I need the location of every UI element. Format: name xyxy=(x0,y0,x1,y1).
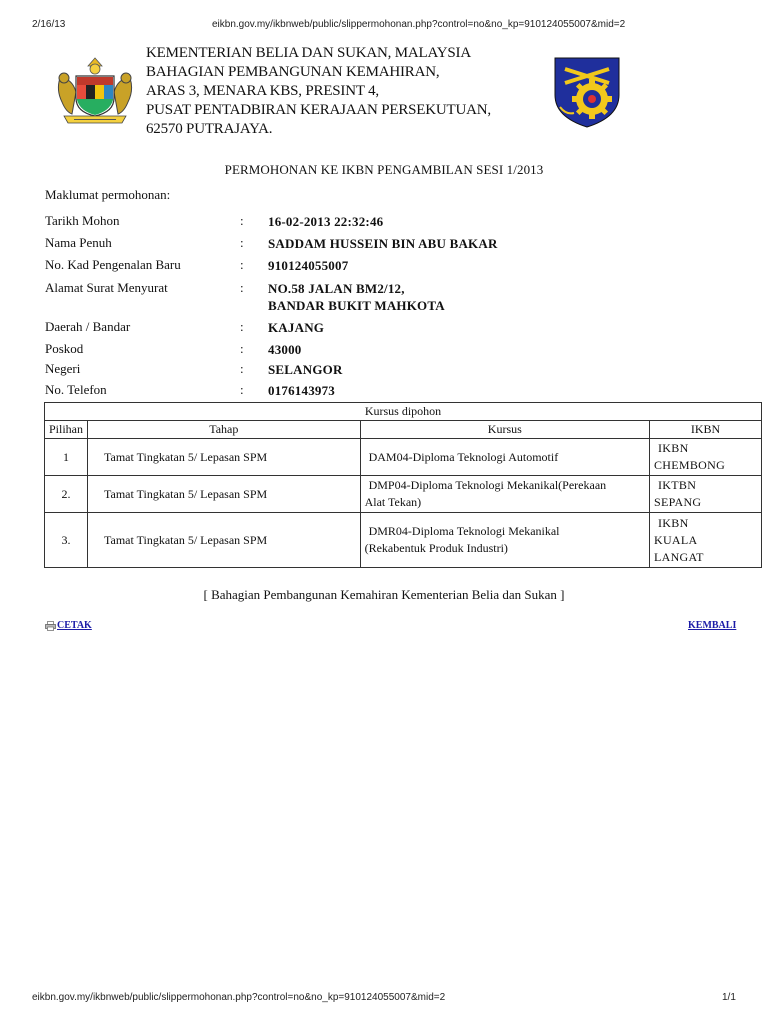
value-alamat-line2: BANDAR BUKIT MAHKOTA xyxy=(268,298,445,313)
field-colon: : xyxy=(240,319,244,334)
value-alamat xyxy=(268,280,445,314)
cell-kursus-line1: DMP04-Diploma Teknologi Mekanikal(Perekaan xyxy=(368,478,607,492)
label-kad-pengenalan: No. Kad Pengenalan Baru xyxy=(45,257,181,272)
page-title: PERMOHONAN KE IKBN PENGAMBILAN SESI 1/2013 xyxy=(224,162,544,177)
cell-kursus-line1: DMR04-Diploma Teknologi Mekanikal xyxy=(368,524,560,538)
cell-ikbn-line1: IKTBN xyxy=(658,478,697,492)
address-line: BAHAGIAN PEMBANGUNAN KEMAHIRAN, xyxy=(146,64,440,80)
field-colon: : xyxy=(240,280,244,295)
cell-kursus-line2: (Rekabentuk Produk Industri) xyxy=(364,541,508,555)
footer-note: [ Bahagian Pembangunan Kemahiran Kementerian Belia dan Sukan ] xyxy=(203,587,565,602)
field-colon: : xyxy=(240,257,244,272)
value-telefon: 0176143973 xyxy=(268,383,335,398)
cetak-link[interactable] xyxy=(45,620,92,631)
label-tarikh-mohon: Tarikh Mohon xyxy=(45,213,120,228)
cell-kursus xyxy=(360,439,649,476)
cell-ikbn xyxy=(650,513,762,568)
address-line: ARAS 3, MENARA KBS, PRESINT 4, xyxy=(146,83,379,99)
ministry-address xyxy=(146,44,491,139)
value-poskod: 43000 xyxy=(268,342,302,357)
table-row xyxy=(45,476,762,513)
cell-tahap: Tamat Tingkatan 5/ Lepasan SPM xyxy=(88,476,361,513)
table-row xyxy=(45,513,762,568)
address-line: 62570 PUTRAJAYA. xyxy=(146,121,273,137)
cell-ikbn-line1: IKBN xyxy=(658,515,689,530)
column-header-pilihan: Pilihan xyxy=(45,421,88,439)
malaysia-coat-of-arms-icon xyxy=(50,56,140,126)
column-header-tahap: Tahap xyxy=(88,421,361,439)
cell-kursus-line2: Alat Tekan) xyxy=(364,495,422,509)
cell-tahap: Tamat Tingkatan 5/ Lepasan SPM xyxy=(88,513,361,568)
address-line: KEMENTERIAN BELIA DAN SUKAN, MALAYSIA xyxy=(146,45,471,61)
print-footer-page: 1/1 xyxy=(722,992,736,1003)
value-tarikh-mohon: 16-02-2013 22:32:46 xyxy=(268,214,384,229)
kembali-link[interactable]: KEMBALI xyxy=(688,620,737,631)
cell-pilihan: 3. xyxy=(45,513,88,568)
field-colon: : xyxy=(240,382,244,397)
value-negeri: SELANGOR xyxy=(268,362,343,377)
cell-kursus xyxy=(360,513,649,568)
cell-ikbn-line2: KUALA xyxy=(654,532,698,547)
value-daerah: KAJANG xyxy=(268,320,325,335)
cell-ikbn xyxy=(650,476,762,513)
value-alamat-line1: NO.58 JALAN BM2/12, xyxy=(268,281,405,296)
cetak-label[interactable]: CETAK xyxy=(57,620,92,631)
value-kad-pengenalan: 910124055007 xyxy=(268,258,349,273)
label-negeri: Negeri xyxy=(45,361,81,376)
cell-ikbn-line1: IKBN xyxy=(658,441,689,455)
column-header-ikbn: IKBN xyxy=(650,421,762,439)
column-header-kursus: Kursus xyxy=(360,421,649,439)
field-colon: : xyxy=(240,213,244,228)
cell-ikbn xyxy=(650,439,762,476)
ikbn-shield-logo-icon xyxy=(552,55,622,129)
section-label: Maklumat permohonan: xyxy=(45,187,171,202)
value-nama-penuh: SADDAM HUSSEIN BIN ABU BAKAR xyxy=(268,236,498,251)
cell-ikbn-line2: CHEMBONG xyxy=(654,458,726,472)
cell-tahap: Tamat Tingkatan 5/ Lepasan SPM xyxy=(88,439,361,476)
courses-table xyxy=(44,402,762,568)
print-footer-url: eikbn.gov.my/ikbnweb/public/slippermohonan.php?control=no&no_kp=910124055007&mid=2 xyxy=(32,992,446,1003)
print-header-url: eikbn.gov.my/ikbnweb/public/slippermohonan.php?control=no&no_kp=910124055007&mid=2 xyxy=(212,19,626,30)
table-row xyxy=(45,439,762,476)
cell-ikbn-line3: LANGAT xyxy=(654,549,704,564)
field-colon: : xyxy=(240,235,244,250)
field-colon: : xyxy=(240,361,244,376)
cell-kursus xyxy=(360,476,649,513)
printer-icon xyxy=(45,621,56,631)
label-daerah: Daerah / Bandar xyxy=(45,319,131,334)
label-telefon: No. Telefon xyxy=(45,382,107,397)
courses-table-caption: Kursus dipohon xyxy=(45,403,762,421)
cell-ikbn-line2: SEPANG xyxy=(654,495,702,509)
label-alamat: Alamat Surat Menyurat xyxy=(45,280,168,295)
label-nama-penuh: Nama Penuh xyxy=(45,235,112,250)
address-line: PUSAT PENTADBIRAN KERAJAAN PERSEKUTUAN, xyxy=(146,102,491,118)
label-poskod: Poskod xyxy=(45,341,84,356)
cell-kursus-line1: DAM04-Diploma Teknologi Automotif xyxy=(368,449,559,464)
cell-pilihan: 2. xyxy=(45,476,88,513)
field-colon: : xyxy=(240,341,244,356)
print-header-date: 2/16/13 xyxy=(32,19,66,30)
cell-pilihan: 1 xyxy=(45,439,88,476)
